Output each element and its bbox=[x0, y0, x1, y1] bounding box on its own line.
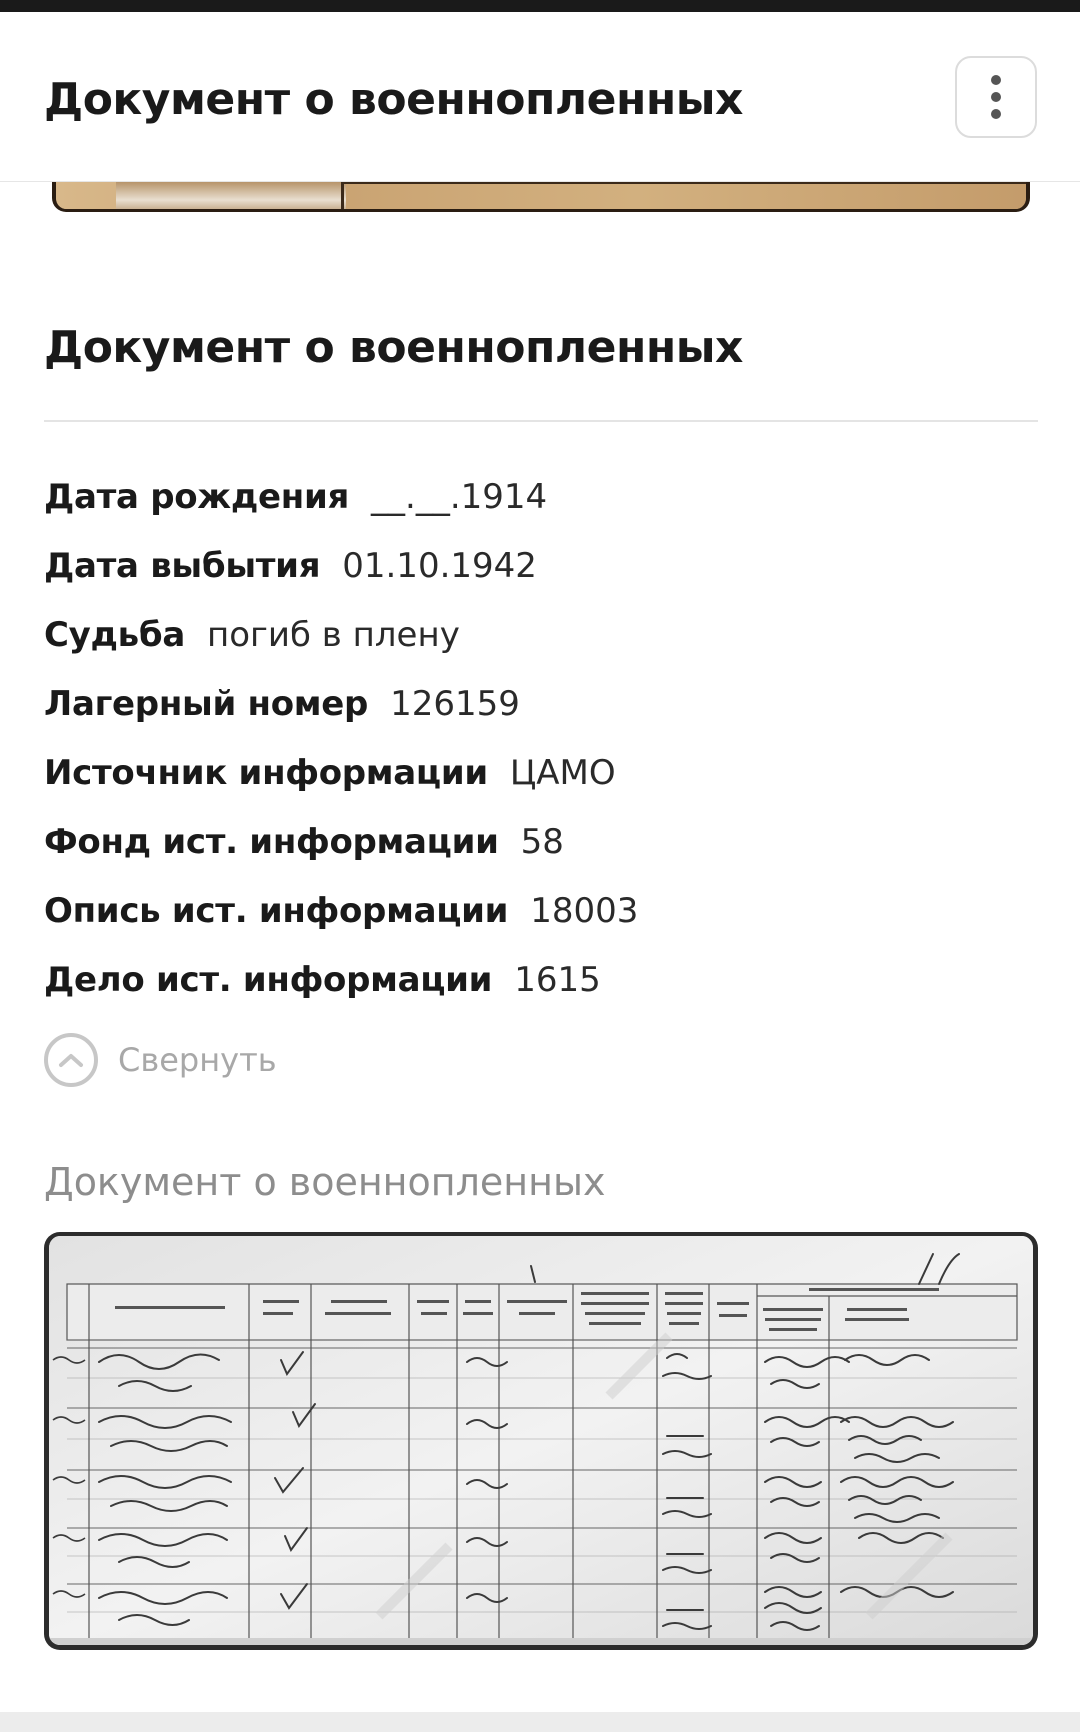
field-label: Дата выбытия bbox=[44, 545, 321, 586]
more-vertical-icon bbox=[991, 75, 1001, 85]
document-caption: Документ о военнопленных bbox=[44, 1160, 606, 1204]
field-label: Дело ист. информации bbox=[44, 959, 493, 1000]
form-frame bbox=[341, 182, 1030, 212]
field-label: Лагерный номер bbox=[44, 683, 369, 724]
status-bar bbox=[0, 0, 1080, 12]
field-value: __.__.1914 bbox=[371, 476, 548, 517]
field-value: 01.10.1942 bbox=[342, 545, 537, 586]
collapse-button[interactable] bbox=[44, 1033, 277, 1087]
chevron-up-circle-icon bbox=[44, 1033, 98, 1087]
info-list bbox=[44, 462, 638, 1014]
field-label: Судьба bbox=[44, 614, 185, 655]
field-camp-number bbox=[44, 669, 638, 738]
field-fate bbox=[44, 600, 638, 669]
field-label: Дата рождения bbox=[44, 476, 350, 517]
archive-ledger-scan bbox=[49, 1236, 1033, 1645]
field-value: 126159 bbox=[390, 683, 520, 724]
field-label: Фонд ист. информации bbox=[44, 821, 499, 862]
previous-document-image[interactable] bbox=[52, 182, 1030, 212]
more-vertical-icon-dot bbox=[991, 109, 1001, 119]
field-value: 18003 bbox=[530, 890, 639, 931]
field-label: Источник информации bbox=[44, 752, 488, 793]
field-value: 1615 bbox=[514, 959, 601, 1000]
field-departure-date bbox=[44, 531, 638, 600]
header-title: Документ о военнопленных bbox=[44, 74, 743, 125]
field-opis bbox=[44, 876, 638, 945]
field-birth-date bbox=[44, 462, 638, 531]
more-vertical-icon-dot bbox=[991, 92, 1001, 102]
collapse-label: Свернуть bbox=[118, 1041, 277, 1079]
portrait-photo-fragment bbox=[116, 182, 346, 212]
field-value: погиб в плену bbox=[206, 614, 460, 655]
document-scan-image[interactable] bbox=[44, 1232, 1038, 1650]
field-value: ЦАМО bbox=[509, 752, 616, 793]
section-title: Документ о военнопленных bbox=[44, 322, 743, 373]
field-fond bbox=[44, 807, 638, 876]
field-label: Опись ист. информации bbox=[44, 890, 509, 931]
section-divider bbox=[44, 420, 1038, 422]
app-header bbox=[0, 12, 1080, 182]
field-delo bbox=[44, 945, 638, 1014]
field-value: 58 bbox=[520, 821, 564, 862]
field-source bbox=[44, 738, 638, 807]
bottom-strip bbox=[0, 1712, 1080, 1732]
more-options-button[interactable] bbox=[955, 56, 1037, 138]
